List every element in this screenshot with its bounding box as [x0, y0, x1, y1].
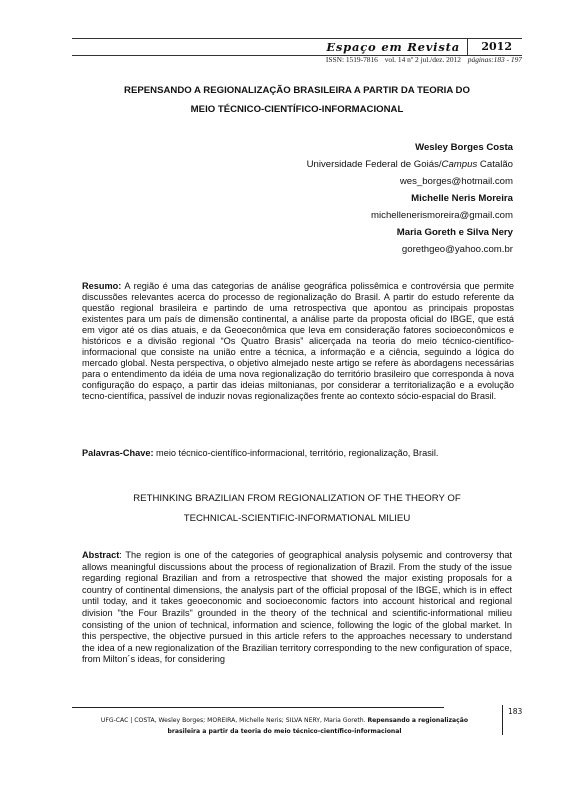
author-email: michellenerismoreira@gmail.com — [371, 210, 513, 221]
journal-year: 2012 — [481, 40, 512, 53]
author-block — [307, 139, 513, 258]
resumo-text: A região é uma das categorias de análise geográfica polissêmica e controvérsia que permite discussões relevantes acerca do processo de regionalização do Brasil. A partir do estudo referente da questão regional brasileira e partindo de uma retrospectiva que apontou as principais propostas existentes para um país de dimensão continental, a análise parte da proposta oficial do IBGE, que está em vigor até os dias atuais, e da Geoeconômica que leva em consideração fatores socioeconômicos e históricos e a divisão regional “Os Quatro Brasis” alicerçada na teoria do meio técnico-científico-informacional que consiste na união entre a técnica, a informação e a ciência, seguindo a lógica do mercado global. Nesta perspectiva, o objetivo almejado neste artigo se refere às abordagens necessárias para o entendimento da idéia de uma nova regionalização do território brasileiro que corresponda à nova configuração do espaço, a partir das ideias miltonianas, por considerar a territorialização e a evolução tecno-científica, passível de induzir novas regionalizações frente ao contexto sócio-espacial do Brasil. — [82, 281, 514, 401]
english-title-line-1: RETHINKING BRAZILIAN FROM REGIONALIZATION OF THE THEORY OF — [133, 493, 461, 504]
abstract-paragraph — [82, 550, 512, 666]
keywords-paragraph — [82, 447, 514, 460]
journal-header-bar — [72, 38, 522, 56]
article-title-line-1: REPENSANDO A REGIONALIZAÇÃO BRASILEIRA A PARTIR DA TEORIA DO — [124, 85, 470, 96]
abstract-label: Abstract — [82, 550, 120, 560]
journal-meta — [321, 55, 522, 64]
author-email: wes_borges@hotmail.com — [399, 176, 513, 187]
author-name: Maria Goreth e Silva Nery — [396, 227, 513, 238]
keywords-text: meio técnico-científico-informacional, território, regionalização, Brasil. — [153, 448, 439, 458]
author-email: gorethgeo@yahoo.com.br — [401, 244, 513, 255]
abstract-text: : The region is one of the categories of geographical analysis polysemic and controversy that allows meaningful discussions about the process of regionalization of Brazil. From the study of the issue regarding regional Brazilian and from a retrospective that showed the major existing proposals for a country of continental dimensions, the analysis part of the official proposal of the IBGE, which is in effect until today, and it takes geoeconomic and socioeconomic factors into account historical and regional division "the Four Brazils" grounded in the theory of the technical and scientific-informational milieu consisting of the union of technical, information and science, following the logic of the global market. In this perspective, the objective pursued in this article refers to the approaches necessary to understand the idea of a new regionalization of the Brazilian territory corresponding to the new configuration of space, from Milton´s ideas, for considering — [82, 550, 512, 665]
issn: ISSN: 1519-7816 — [325, 55, 378, 64]
author-name: Wesley Borges Costa — [415, 142, 513, 153]
keywords-label: Palavras-Chave: — [82, 448, 154, 458]
article-title-line-2: MEIO TÉCNICO-CIENTÍFICO-INFORMACIONAL — [190, 104, 404, 115]
footer-rule — [72, 707, 444, 708]
english-title-line-2: TECHNICAL-SCIENTIFIC-INFORMATIONAL MILIEU — [183, 513, 411, 524]
header-divider — [467, 39, 468, 55]
resumo-label: Resumo: — [82, 281, 122, 291]
volume: vol. 14 nº 2 jul./dez. 2012 — [384, 55, 461, 64]
footer-citation: UFG-CAC | COSTA, Wesley Borges; MOREIRA, Michelle Neris; SILVA NERY, Maria Goreth. Repensando a regionalização brasileira a partir da teoria do meio técnico-científico-informacional — [100, 717, 469, 735]
author-affiliation: Universidade Federal de Goiás/Campus Catalão — [306, 159, 513, 170]
footer-divider — [502, 705, 503, 735]
author-name: Michelle Neris Moreira — [411, 193, 513, 204]
journal-name: Espaço em Revista — [326, 40, 460, 54]
page-number: 183 — [508, 707, 523, 716]
page-range: páginas:183 - 197 — [467, 55, 522, 64]
resumo-paragraph — [82, 281, 514, 402]
